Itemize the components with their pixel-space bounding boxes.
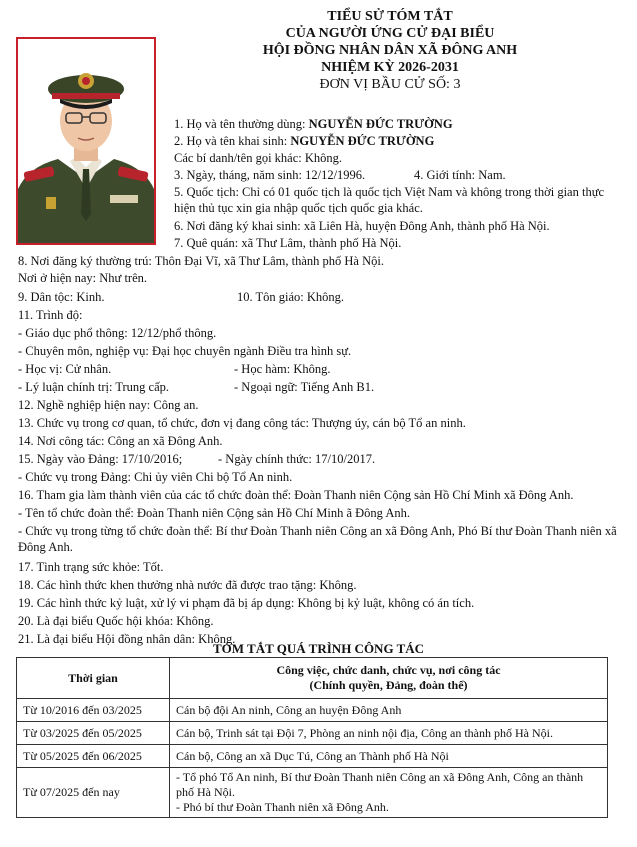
doc-title: TIỂU SỬ TÓM TẮT bbox=[327, 9, 453, 24]
doc-constituency: ĐƠN VỊ BẦU CỬ SỐ: 3 bbox=[319, 77, 461, 92]
health-line: 17. Tình trạng sức khỏe: Tốt. bbox=[18, 560, 164, 574]
party-official-line: - Ngày chính thức: 17/10/2017. bbox=[218, 452, 376, 466]
dob-line: 3. Ngày, tháng, năm sinh: 12/12/1996. bbox=[174, 168, 366, 182]
academic-title-line: - Học hàm: Không. bbox=[234, 362, 331, 376]
row-time: Từ 05/2025 đến 06/2025 bbox=[17, 745, 170, 768]
permanent-residence-line: 8. Nơi đăng ký thường trú: Thôn Đại Vĩ, xã Thư Lâm, thành phố Hà Nội. bbox=[18, 254, 384, 268]
row-description: Cán bộ, Công an xã Dục Tú, Công an Thành phố Hà Nội bbox=[170, 745, 608, 768]
row-time: Từ 03/2025 đến 05/2025 bbox=[17, 722, 170, 745]
candidate-photo bbox=[16, 37, 156, 245]
column-header-time: Thời gian bbox=[17, 658, 170, 699]
alias-line: Các bí danh/tên gọi khác: Không. bbox=[174, 151, 343, 165]
column-header-position-title: Công việc, chức danh, chức vụ, nơi công tác bbox=[276, 663, 501, 677]
organization-name-line: - Tên tổ chức đoàn thể: Đoàn Thanh niên Cộng sản Hồ Chí Minh ã Đông Anh. bbox=[18, 506, 411, 520]
peoples-council-line: 21. Là đại biểu Hội đồng nhân dân: Không. bbox=[18, 632, 236, 646]
column-header-position-subtitle: (Chính quyền, Đảng, đoàn thể) bbox=[309, 678, 468, 692]
doc-term: NHIỆM KỲ 2026-2031 bbox=[321, 60, 459, 75]
work-history-table bbox=[16, 657, 608, 818]
birth-name-label: 2. Họ và tên khai sinh: bbox=[174, 134, 291, 148]
row-description-item: - Phó bí thư Đoàn Thanh niên xã Đông Anh. bbox=[176, 800, 389, 814]
birth-name-line bbox=[174, 133, 434, 149]
current-residence-line: Nơi ở hiện nay: Như trên. bbox=[18, 271, 147, 285]
table-header-row bbox=[17, 658, 608, 699]
table-row bbox=[17, 722, 608, 745]
organization-membership-line: 16. Tham gia làm thành viên của các tổ chức đoàn thể: Đoàn Thanh niên Cộng sản Hồ Chí Minh xã Đông Anh. bbox=[18, 488, 574, 502]
nationality-line: 5. Quốc tịch: Chỉ có 01 quốc tịch là quốc tịch Việt Nam và không trong thời gian thực hiện thủ tục xin gia nhập quốc tịch quốc gia khác. bbox=[174, 185, 605, 215]
ethnicity-line: 9. Dân tộc: Kinh. bbox=[18, 290, 105, 304]
doc-subtitle-2: HỘI ĐỒNG NHÂN DÂN XÃ ĐÔNG ANH bbox=[262, 43, 518, 58]
doc-subtitle-1: CỦA NGƯỜI ỨNG CỬ ĐẠI BIỂU bbox=[285, 26, 495, 41]
party-entry-line: 15. Ngày vào Đảng: 17/10/2016; bbox=[18, 452, 183, 466]
row-description bbox=[170, 768, 608, 818]
full-name-line bbox=[174, 116, 453, 132]
column-header-position bbox=[170, 658, 608, 699]
work-history-title: TÓM TẮT QUÁ TRÌNH CÔNG TÁC bbox=[212, 641, 425, 656]
workplace-line: 14. Nơi công tác: Công an xã Đông Anh. bbox=[18, 434, 223, 448]
foreign-language-line: - Ngoại ngữ: Tiếng Anh B1. bbox=[234, 380, 375, 394]
row-description: Cán bộ, Trinh sát tại Đội 7, Phòng an ninh nội địa, Công an thành phố Hà Nội. bbox=[170, 722, 608, 745]
organization-position-line: - Chức vụ trong từng tổ chức đoàn thể: Bí thư Đoàn Thanh niên Công an xã Đông Anh, Phó Bí thư Đoàn Thanh niên xã Đông Anh. bbox=[18, 524, 617, 554]
discipline-line: 19. Các hình thức kỷ luật, xử lý vi phạm đã bị áp dụng: Không bị kỷ luật, không có án tích. bbox=[18, 596, 475, 610]
row-time: Từ 10/2016 đến 03/2025 bbox=[17, 699, 170, 722]
education-heading: 11. Trình độ: bbox=[18, 308, 83, 322]
birth-name-value: NGUYỄN ĐỨC TRƯỜNG bbox=[290, 134, 435, 148]
full-name-label: 1. Họ và tên thường dùng: bbox=[174, 117, 309, 131]
hometown-line: 7. Quê quán: xã Thư Lâm, thành phố Hà Nội. bbox=[174, 236, 402, 250]
awards-line: 18. Các hình thức khen thưởng nhà nước đã được trao tặng: Không. bbox=[18, 578, 357, 592]
birth-registration-line: 6. Nơi đăng ký khai sinh: xã Liên Hà, huyện Đông Anh, thành phố Hà Nội. bbox=[174, 219, 550, 233]
occupation-line: 12. Nghề nghiệp hiện nay: Công an. bbox=[18, 398, 199, 412]
national-assembly-line: 20. Là đại biểu Quốc hội khóa: Không. bbox=[18, 614, 214, 628]
row-time: Từ 07/2025 đến nay bbox=[17, 768, 170, 818]
gender-line: 4. Giới tính: Nam. bbox=[414, 168, 506, 182]
document-header bbox=[160, 8, 620, 93]
table-row bbox=[17, 745, 608, 768]
degree-line: - Học vị: Cử nhân. bbox=[18, 362, 112, 376]
row-description: Cán bộ đội An ninh, Công an huyện Đông Anh bbox=[170, 699, 608, 722]
position-line: 13. Chức vụ trong cơ quan, tổ chức, đơn vị đang công tác: Thượng úy, cán bộ Tổ an ninh. bbox=[18, 416, 466, 430]
table-row bbox=[17, 768, 608, 818]
full-name-value: NGUYỄN ĐỨC TRƯỜNG bbox=[308, 117, 453, 131]
general-education-line: - Giáo dục phổ thông: 12/12/phổ thông. bbox=[18, 326, 217, 340]
row-description-item: - Tổ phó Tổ An ninh, Bí thư Đoàn Thanh niên Công an xã Đông Anh, Công an thành phố Hà Nội. bbox=[176, 770, 584, 799]
professional-line: - Chuyên môn, nghiệp vụ: Đại học chuyên ngành Điều tra hình sự. bbox=[18, 344, 352, 358]
party-position-line: - Chức vụ trong Đảng: Chi ủy viên Chi bộ Tổ An ninh. bbox=[18, 470, 293, 484]
religion-line: 10. Tôn giáo: Không. bbox=[237, 290, 345, 304]
political-theory-line: - Lý luận chính trị: Trung cấp. bbox=[18, 380, 170, 394]
table-row bbox=[17, 699, 608, 722]
